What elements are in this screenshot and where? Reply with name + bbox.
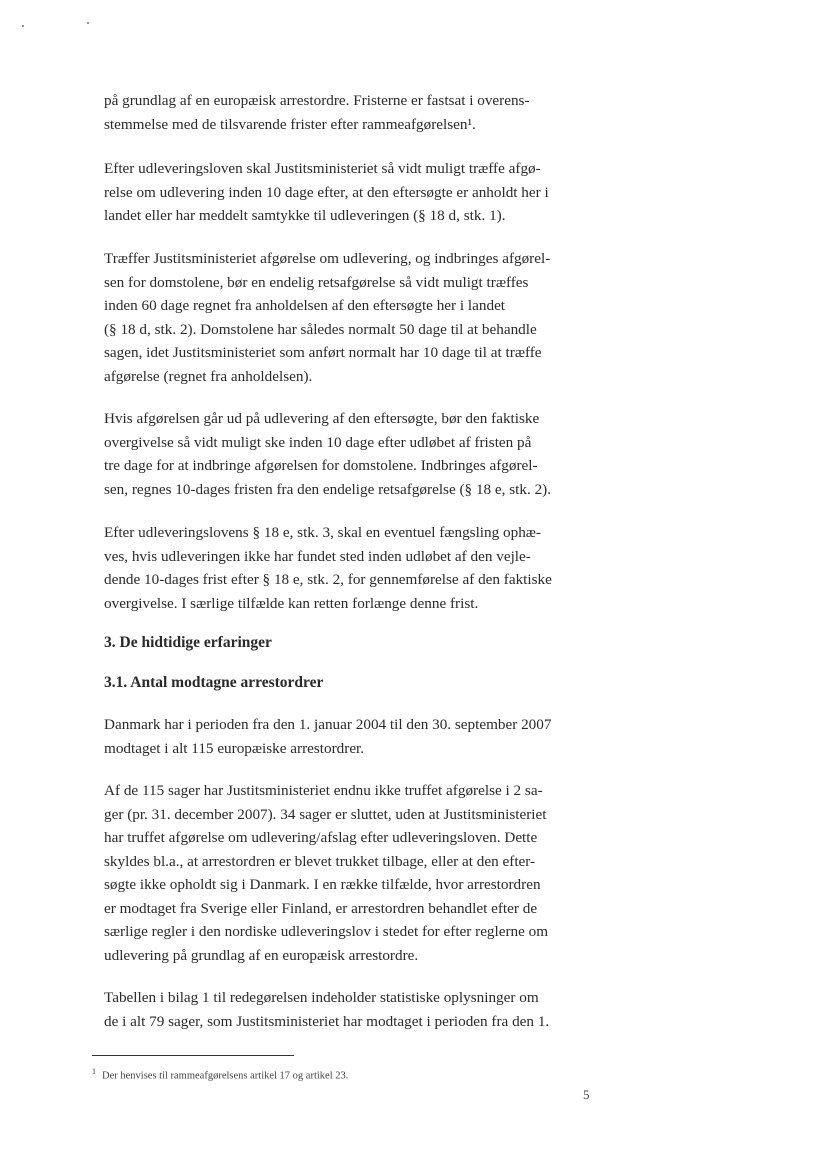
scan-speck (22, 25, 24, 27)
footnote-divider (92, 1055, 294, 1056)
text-line: (§ 18 d, stk. 2). Domstolene har således normalt 50 dage til at behandle (104, 320, 537, 338)
text-line: Hvis afgørelsen går ud på udlevering af den eftersøgte, bør den faktiske (104, 410, 540, 427)
text-line: Af de 115 sager har Justitsministeriet endnu ikke truffet afgørelse i 2 sa- (104, 782, 543, 799)
text-line: er modtaget fra Sverige eller Finland, er arrestordren behandlet efter de (104, 899, 538, 917)
text-line: overgivelse så vidt muligt ske inden 10 dage efter udløbet af fristen på (104, 433, 532, 451)
text-line: søgte ikke opholdt sig i Danmark. I en række tilfælde, hvor arrestordren (104, 876, 541, 893)
text-line: udlevering på grundlag af en europæisk arrestordre. (104, 946, 419, 964)
footnote (92, 1067, 348, 1082)
text-line: modtaget i alt 115 europæiske arrestordrer. (104, 739, 365, 757)
text-line: inden 60 dage regnet fra anholdelsen af den eftersøgte her i landet (104, 297, 506, 314)
text-line: Efter udleveringslovens § 18 e, stk. 3, skal en eventuel fængsling ophæ- (104, 524, 541, 541)
text-line: relse om udlevering inden 10 dage efter, at den eftersøgte er anholdt her i (104, 183, 549, 201)
text-line: ves, hvis udleveringen ikke har fundet sted inden udløbet af den vejle- (104, 547, 531, 565)
text-line: ger (pr. 31. december 2007). 34 sager er sluttet, uden at Justitsministeriet (104, 805, 547, 823)
footnote-marker: 1 (92, 1067, 96, 1076)
text-line: har truffet afgørelse om udlevering/afslag efter udleveringsloven. Dette (104, 829, 538, 846)
text-line: Danmark har i perioden fra den 1. januar 2004 til den 30. september 2007 (104, 716, 552, 733)
text-line: de i alt 79 sager, som Justitsministeriet har modtaget i perioden fra den 1. (104, 1012, 550, 1030)
paragraph-7 (104, 779, 596, 967)
scan-speck (87, 22, 89, 24)
paragraph-3 (104, 247, 596, 388)
text-line: landet eller har meddelt samtykke til udleveringen (§ 18 d, stk. 1). (104, 207, 506, 224)
text-line: særlige regler i den nordiske udleveringslov i stedet for efter reglerne om (104, 923, 549, 940)
text-line: skyldes bl.a., at arrestordren er blevet trukket tilbage, eller at den efter- (104, 852, 536, 870)
paragraph-2 (104, 157, 596, 228)
text-line: afgørelse (regnet fra anholdelsen). (104, 367, 313, 385)
paragraph-6 (104, 713, 596, 760)
text-line: Tabellen i bilag 1 til redegørelsen indeholder statistiske oplysninger om (104, 989, 539, 1006)
text-line: på grundlag af en europæisk arrestordre. Fristerne er fastsat i overens- (104, 92, 530, 109)
text-line: sen, regnes 10-dages fristen fra den endelige retsafgørelse (§ 18 e, stk. 2). (104, 480, 552, 498)
paragraph-8 (104, 986, 596, 1033)
text-line: sen for domstolene, bør en endelig retsafgørelse så vidt muligt træffes (104, 273, 529, 291)
text-line: overgivelse. I særlige tilfælde kan retten forlænge denne frist. (104, 594, 479, 612)
text-line: Træffer Justitsministeriet afgørelse om udlevering, og indbringes afgørel- (104, 250, 551, 267)
text-line: Efter udleveringsloven skal Justitsministeriet så vidt muligt træffe afgø- (104, 160, 541, 177)
paragraph-1 (104, 89, 596, 136)
text-line: dende 10-dages frist efter § 18 e, stk. 2, for gennemførelse af den faktiske (104, 571, 552, 588)
subsection-heading: 3.1. Antal modtagne arrestordrer (104, 674, 324, 691)
paragraph-4 (104, 407, 596, 501)
text-line: sagen, idet Justitsministeriet som anført normalt har 10 dage til at træffe (104, 344, 542, 361)
paragraph-5 (104, 521, 596, 615)
text-line: stemmelse med de tilsvarende frister efter rammeafgørelsen¹. (104, 115, 476, 133)
page-number: 5 (583, 1087, 590, 1102)
text-line: tre dage for at indbringe afgørelsen for domstolene. Indbringes afgørel- (104, 457, 538, 474)
footnote-text: Der henvises til rammeafgørelsens artikel 17 og artikel 23. (102, 1070, 349, 1082)
section-heading: 3. De hidtidige erfaringer (104, 634, 272, 651)
